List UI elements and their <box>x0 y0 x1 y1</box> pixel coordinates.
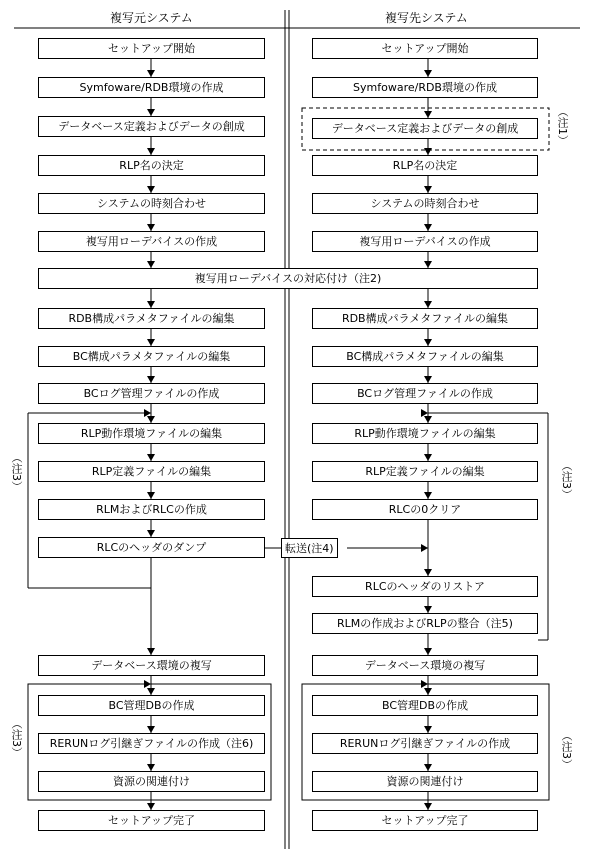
right-arrow-7 <box>424 339 432 346</box>
right-arrow-8 <box>424 376 432 383</box>
header-source-system: 複写元システム <box>110 11 193 25</box>
right-loop-arrow-lower <box>421 680 428 688</box>
right-arrow-10 <box>424 454 432 461</box>
left-arrow-15 <box>147 764 155 771</box>
right-step-db-copy: データベース環境の複写 <box>312 655 538 676</box>
left-arrow-dump-to-copy <box>147 648 155 655</box>
right-step-time-sync: システムの時刻合わせ <box>312 193 538 214</box>
left-step-rlp-def: RLP定義ファイルの編集 <box>38 461 265 482</box>
note-1: （注1） <box>556 106 569 146</box>
right-step-raw-device: 複写用ローデバイスの作成 <box>312 231 538 252</box>
transfer-label: 転送(注4) <box>281 538 338 558</box>
left-arrow-11 <box>147 492 155 499</box>
left-arrow-10 <box>147 454 155 461</box>
left-step-rerun-log: RERUNログ引継ぎファイルの作成（注6) <box>38 733 265 754</box>
right-step-rlp-def: RLP定義ファイルの編集 <box>312 461 538 482</box>
header-dest-system: 複写先システム <box>385 11 468 25</box>
left-step-resource-link: 資源の関連付け <box>38 771 265 792</box>
right-arrow-15 <box>424 726 432 733</box>
left-arrow-7 <box>147 339 155 346</box>
right-step-rdb-param: RDB構成パラメタファイルの編集 <box>312 308 538 329</box>
step-device-mapping: 複写用ローデバイスの対応付け（注2) <box>38 268 538 289</box>
left-step-db-define: データベース定義およびデータの創成 <box>38 116 265 137</box>
right-arrow-4 <box>424 224 432 231</box>
left-step-setup-done: セットアップ完了 <box>38 810 265 831</box>
right-step-rlc-restore: RLCのヘッダのリストア <box>312 576 538 597</box>
right-arrow-12 <box>424 606 432 613</box>
left-step-rlc-dump: RLCのヘッダのダンプ <box>38 537 265 558</box>
right-arrow-1 <box>424 111 432 118</box>
left-step-rlp-name: RLP名の決定 <box>38 155 265 176</box>
left-loop-arrow-lower <box>144 680 151 688</box>
left-arrow-1 <box>147 109 155 116</box>
right-arrow-3 <box>424 186 432 193</box>
left-arrow-6 <box>147 301 155 308</box>
left-arrow-0 <box>147 70 155 77</box>
right-arrow-6 <box>424 301 432 308</box>
right-step-rdb-env: Symfoware/RDB環境の作成 <box>312 77 538 98</box>
left-arrow-14 <box>147 726 155 733</box>
right-arrow-5 <box>424 261 432 268</box>
left-loop-arrow-upper <box>144 409 151 417</box>
left-step-rdb-param: RDB構成パラメタファイルの編集 <box>38 308 265 329</box>
right-arrow-2 <box>424 148 432 155</box>
left-arrow-9 <box>147 416 155 423</box>
left-step-db-copy: データベース環境の複写 <box>38 655 265 676</box>
right-arrow-17 <box>424 803 432 810</box>
left-step-raw-device: 複写用ローデバイスの作成 <box>38 231 265 252</box>
right-step-rlm-rlp: RLMの作成およびRLPの整合（注5) <box>312 613 538 634</box>
right-step-bc-param: BC構成パラメタファイルの編集 <box>312 346 538 367</box>
right-step-rlp-name: RLP名の決定 <box>312 155 538 176</box>
left-arrow-4 <box>147 224 155 231</box>
left-arrow-12 <box>147 530 155 537</box>
right-step-setup-done: セットアップ完了 <box>312 810 538 831</box>
right-arrow-0 <box>424 70 432 77</box>
left-arrow-8 <box>147 376 155 383</box>
left-step-rlm-rlc: RLMおよびRLCの作成 <box>38 499 265 520</box>
right-arrow-11 <box>424 492 432 499</box>
left-arrow-3 <box>147 186 155 193</box>
left-arrow-16 <box>147 803 155 810</box>
transfer-arrow <box>421 544 428 552</box>
right-arrow-9 <box>424 416 432 423</box>
note-3-left-upper: （注3） <box>10 452 23 492</box>
left-step-rdb-env: Symfoware/RDB環境の作成 <box>38 77 265 98</box>
left-step-bc-db: BC管理DBの作成 <box>38 695 265 716</box>
right-step-setup-start: セットアップ開始 <box>312 38 538 59</box>
left-step-rlp-env: RLP動作環境ファイルの編集 <box>38 423 265 444</box>
note-3-right-lower: （注3） <box>560 730 573 770</box>
right-step-rlp-env: RLP動作環境ファイルの編集 <box>312 423 538 444</box>
right-arrow-14 <box>424 688 432 695</box>
right-step-rerun-log: RERUNログ引継ぎファイルの作成 <box>312 733 538 754</box>
right-step-bc-log: BCログ管理ファイルの作成 <box>312 383 538 404</box>
left-step-setup-start: セットアップ開始 <box>38 38 265 59</box>
left-step-bc-log: BCログ管理ファイルの作成 <box>38 383 265 404</box>
note-3-left-lower: （注3） <box>10 718 23 758</box>
left-arrow-13 <box>147 688 155 695</box>
right-arrow-clear-to-restore <box>424 569 432 576</box>
right-arrow-16 <box>424 764 432 771</box>
note-3-right-upper: （注3） <box>560 460 573 500</box>
left-arrow-2 <box>147 148 155 155</box>
left-step-bc-param: BC構成パラメタファイルの編集 <box>38 346 265 367</box>
right-step-resource-link: 資源の関連付け <box>312 771 538 792</box>
left-arrow-5 <box>147 261 155 268</box>
right-step-bc-db: BC管理DBの作成 <box>312 695 538 716</box>
right-step-rlc-clear: RLCの0クリア <box>312 499 538 520</box>
right-arrow-13 <box>424 648 432 655</box>
right-step-db-define: データベース定義およびデータの創成 <box>312 118 538 139</box>
right-loop-arrow-upper <box>421 409 428 417</box>
left-step-time-sync: システムの時刻合わせ <box>38 193 265 214</box>
